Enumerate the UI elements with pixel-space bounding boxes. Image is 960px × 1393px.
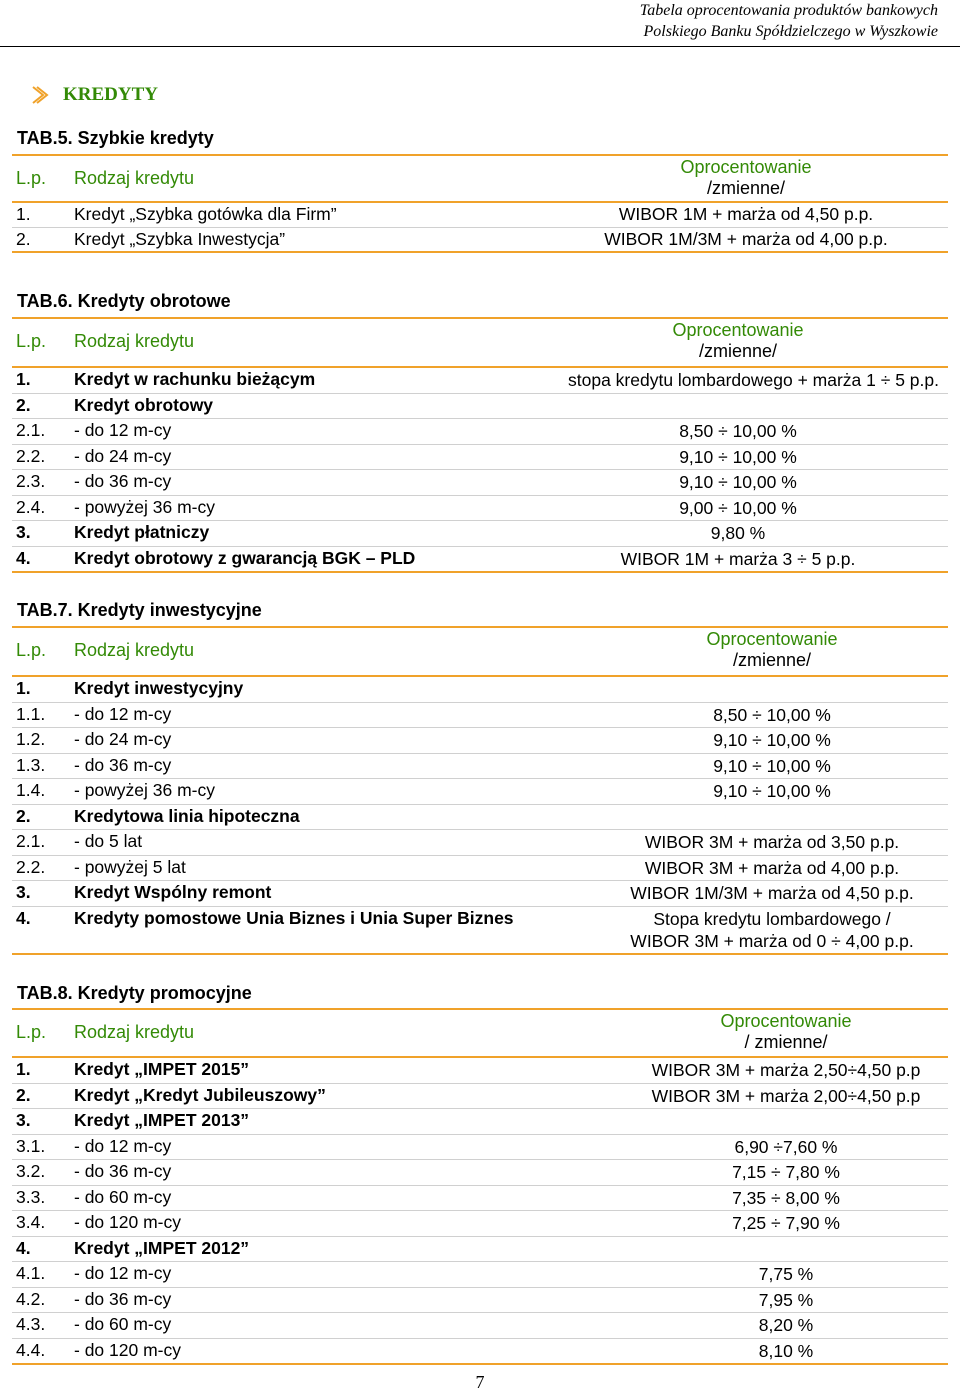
row-name: - powyżej 5 lat	[74, 856, 186, 877]
header-row	[12, 156, 948, 203]
header-rate-sub: /zmienne/	[698, 341, 778, 361]
row-rate-value: 9,80 %	[710, 523, 766, 543]
row-rate-value: WIBOR 1M/3M + marża od 4,00 p.p.	[604, 228, 888, 249]
tab5-title: TAB.5. Szybkie kredyty	[17, 128, 214, 148]
row-lp: 3.2.	[16, 1161, 46, 1181]
header-divider	[0, 46, 960, 47]
row-name: - do 36 m-cy	[74, 471, 172, 491]
table-row	[12, 521, 948, 547]
row-rate-value: Stopa kredytu lombardowego /	[653, 908, 891, 929]
row-rate-value: stopa kredytu lombardowego + marża 1 ÷ 5 p.p.	[568, 370, 939, 390]
header-rate-sub: / zmienne/	[744, 1032, 828, 1052]
row-lp: 4.	[16, 547, 31, 568]
row-rate-value: 7,75 %	[758, 1264, 814, 1284]
row-rate-value: 7,15 ÷ 7,80 %	[732, 1162, 840, 1182]
header-row	[12, 319, 948, 368]
row-lp: 2.	[16, 805, 31, 826]
row-rate-value: 8,10 %	[758, 1340, 814, 1361]
tab7-title: TAB.7. Kredyty inwestycyjne	[17, 600, 262, 620]
row-name: - do 36 m-cy	[74, 1288, 172, 1309]
tab6-table	[12, 317, 948, 573]
header-lp: L.p.	[16, 1022, 47, 1042]
row-name: Kredyt obrotowy	[74, 394, 214, 415]
row-lp: 2.1.	[16, 420, 46, 440]
row-lp: 1.	[16, 678, 31, 698]
table-row	[12, 703, 948, 729]
row-name: Kredyt „IMPET 2013”	[74, 1110, 250, 1130]
header-row	[12, 1010, 948, 1058]
row-name: - do 12 m-cy	[74, 1263, 172, 1283]
row-rate	[602, 729, 942, 752]
table-row	[12, 1109, 948, 1135]
row-lp: 2.4.	[16, 496, 46, 517]
row-rate	[616, 1314, 956, 1337]
row-rate	[568, 369, 939, 392]
table-row	[12, 445, 948, 471]
row-rate-value: 9,10 ÷ 10,00 %	[713, 730, 831, 750]
row-lp: 2.1.	[16, 831, 46, 851]
document-header	[640, 0, 938, 42]
row-lp: 4.	[16, 907, 31, 928]
row-name: - do 24 m-cy	[74, 729, 172, 749]
row-name: Kredyt „IMPET 2012”	[74, 1237, 250, 1258]
arrow-bullet-icon	[31, 85, 53, 105]
row-name: Kredyt „Szybka gotówka dla Firm”	[74, 204, 337, 224]
row-rate-value: WIBOR 1M/3M + marża od 4,50 p.p.	[630, 883, 914, 903]
row-name: - powyżej 36 m-cy	[74, 496, 216, 517]
table-row	[12, 419, 948, 445]
row-rate	[616, 1212, 956, 1235]
header-rate-title: Oprocentowanie	[672, 320, 804, 340]
row-name: - powyżej 36 m-cy	[74, 780, 216, 800]
table-row	[12, 907, 948, 954]
row-name: Kredyt obrotowy z gwarancją BGK – PLD	[74, 547, 416, 568]
row-rate	[616, 1059, 956, 1082]
table-row	[12, 677, 948, 703]
row-name: - do 12 m-cy	[74, 703, 172, 724]
header-rate-sub: /zmienne/	[732, 650, 812, 670]
header-rate-sub: /zmienne/	[706, 178, 786, 198]
row-rate	[602, 882, 942, 905]
table-row	[12, 779, 948, 805]
row-rate-value: 8,20 %	[758, 1315, 814, 1335]
row-name: - do 12 m-cy	[74, 1135, 172, 1156]
table-row	[12, 1135, 948, 1161]
row-rate	[616, 1289, 956, 1312]
table-row	[12, 228, 948, 252]
row-name: - do 60 m-cy	[74, 1186, 172, 1207]
row-rate-value: 7,95 %	[758, 1289, 814, 1310]
table-row	[12, 1237, 948, 1263]
row-rate-value: 7,35 ÷ 8,00 %	[732, 1187, 840, 1208]
row-rate-value: 9,10 ÷ 10,00 %	[713, 755, 831, 776]
table-row	[12, 1084, 948, 1110]
row-rate	[602, 704, 942, 727]
row-name: Kredyt Wspólny remont	[74, 882, 272, 902]
tab8-title: TAB.8. Kredyty promocyjne	[17, 983, 252, 1003]
row-lp: 4.2.	[16, 1288, 46, 1309]
page-number: 7	[475, 1372, 485, 1392]
table-row	[12, 368, 948, 394]
row-rate	[568, 548, 908, 571]
header-rate	[588, 320, 888, 362]
header-lp: L.p.	[16, 640, 47, 660]
row-rate	[568, 471, 908, 494]
row-rate-value: WIBOR 3M + marża 2,50÷4,50 p.p	[651, 1060, 921, 1080]
table-row	[12, 881, 948, 907]
row-lp: 2.	[16, 1084, 31, 1105]
table-row	[12, 1339, 948, 1364]
row-rate	[616, 1161, 956, 1184]
row-rate-value: WIBOR 1M + marża od 4,50 p.p.	[618, 204, 874, 224]
tab6-title: TAB.6. Kredyty obrotowe	[17, 291, 231, 311]
table-row	[12, 1186, 948, 1212]
row-rate	[576, 204, 916, 226]
row-rate	[568, 522, 908, 545]
table-row	[12, 856, 948, 882]
header-lp: L.p.	[16, 331, 47, 351]
row-name: - do 60 m-cy	[74, 1314, 172, 1334]
row-rate-value: WIBOR 3M + marża od 3,50 p.p.	[644, 832, 900, 852]
row-lp: 3.	[16, 1110, 31, 1130]
table-row	[12, 1160, 948, 1186]
table-row	[12, 1288, 948, 1314]
row-lp: 2.3.	[16, 471, 46, 491]
row-lp: 3.4.	[16, 1212, 46, 1232]
row-name: - do 36 m-cy	[74, 754, 172, 775]
header-name: Rodzaj kredytu	[74, 331, 195, 351]
row-name: Kredyt „IMPET 2015”	[74, 1059, 250, 1079]
row-name: Kredytowa linia hipoteczna	[74, 805, 300, 826]
row-name: Kredyt „Kredyt Jubileuszowy”	[74, 1084, 326, 1105]
row-name: - do 5 lat	[74, 831, 143, 851]
row-lp: 4.	[16, 1237, 31, 1258]
row-rate-value: 9,00 ÷ 10,00 %	[679, 497, 797, 518]
row-rate-value: 8,50 ÷ 10,00 %	[679, 421, 797, 441]
row-lp: 1.3.	[16, 754, 46, 775]
header-rate	[622, 629, 922, 671]
row-rate-value: WIBOR 1M + marża 3 ÷ 5 p.p.	[620, 548, 856, 569]
row-name: Kredyt płatniczy	[74, 522, 210, 542]
table-row	[12, 805, 948, 831]
row-lp: 1.	[16, 1059, 31, 1079]
table-row	[12, 496, 948, 522]
table-row	[12, 1058, 948, 1084]
row-lp: 1.	[16, 369, 31, 389]
row-rate	[616, 1187, 956, 1210]
header-name: Rodzaj kredytu	[74, 640, 195, 660]
row-lp: 3.1.	[16, 1135, 46, 1156]
row-rate	[602, 831, 942, 854]
section-title: KREDYTY	[63, 84, 159, 105]
row-rate-value: 7,25 ÷ 7,90 %	[732, 1213, 840, 1233]
row-rate	[602, 857, 942, 880]
table-row	[12, 830, 948, 856]
row-lp: 3.	[16, 522, 31, 542]
header-rate	[596, 157, 896, 199]
table-row	[12, 394, 948, 420]
table-row	[12, 1211, 948, 1237]
row-rate-value: WIBOR 3M + marża od 4,00 p.p.	[644, 857, 900, 878]
row-lp: 1.2.	[16, 729, 46, 749]
row-name: Kredyt inwestycyjny	[74, 678, 244, 698]
row-rate	[568, 497, 908, 520]
tab7-table	[12, 626, 948, 955]
tab8-table	[12, 1008, 948, 1365]
table-row	[12, 547, 948, 572]
row-lp: 3.	[16, 882, 31, 902]
section-heading	[31, 84, 158, 106]
header-line-1: Tabela oprocentowania produktów bankowych	[639, 2, 938, 19]
row-rate	[568, 420, 908, 443]
header-rate-title: Oprocentowanie	[680, 157, 812, 177]
row-rate	[616, 1085, 956, 1108]
header-rate-title: Oprocentowanie	[720, 1011, 852, 1031]
table-row	[12, 728, 948, 754]
row-lp: 2.2.	[16, 856, 46, 877]
row-lp: 4.1.	[16, 1263, 46, 1283]
table-row	[12, 470, 948, 496]
row-name: - do 36 m-cy	[74, 1161, 172, 1181]
row-lp: 1.4.	[16, 780, 46, 800]
header-name: Rodzaj kredytu	[74, 1022, 195, 1042]
row-name: Kredyty pomostowe Unia Biznes i Unia Super Biznes	[74, 907, 514, 928]
row-rate-value: 9,10 ÷ 10,00 %	[679, 472, 797, 492]
row-name: - do 120 m-cy	[74, 1212, 181, 1232]
row-name: - do 12 m-cy	[74, 420, 172, 440]
header-rate	[636, 1011, 936, 1053]
row-lp: 4.3.	[16, 1314, 46, 1334]
row-rate	[602, 908, 942, 953]
row-name: - do 24 m-cy	[74, 445, 172, 466]
header-name: Rodzaj kredytu	[74, 168, 195, 188]
header-rate-title: Oprocentowanie	[706, 629, 838, 649]
row-rate	[616, 1340, 956, 1363]
row-rate-value: 9,10 ÷ 10,00 %	[679, 446, 797, 467]
row-lp: 2.	[16, 394, 31, 415]
row-lp: 4.4.	[16, 1339, 46, 1360]
row-rate	[576, 229, 916, 251]
tab5-table	[12, 154, 948, 253]
row-rate	[568, 446, 908, 469]
table-row	[12, 1262, 948, 1288]
row-lp: 1.1.	[16, 703, 46, 724]
row-rate-value: 9,10 ÷ 10,00 %	[713, 781, 831, 801]
table-row	[12, 754, 948, 780]
row-rate	[616, 1136, 956, 1159]
row-rate-value: 6,90 ÷7,60 %	[734, 1136, 838, 1157]
header-lp: L.p.	[16, 168, 47, 188]
row-rate-value: 8,50 ÷ 10,00 %	[713, 704, 831, 725]
row-lp: 3.3.	[16, 1186, 46, 1207]
header-line-2: Polskiego Banku Spółdzielczego w Wyszkowie	[643, 23, 938, 40]
row-name: Kredyt „Szybka Inwestycja”	[74, 228, 286, 249]
row-rate	[616, 1263, 956, 1286]
row-name: Kredyt w rachunku bieżącym	[74, 369, 316, 389]
row-lp: 1.	[16, 204, 31, 224]
row-rate-value: WIBOR 3M + marża 2,00÷4,50 p.p	[651, 1085, 921, 1106]
row-rate-value-2: WIBOR 3M + marża od 0 ÷ 4,00 p.p.	[630, 931, 914, 951]
table-row	[12, 1313, 948, 1339]
row-name: - do 120 m-cy	[74, 1339, 181, 1360]
row-lp: 2.	[16, 228, 31, 249]
row-rate	[602, 755, 942, 778]
table-row	[12, 203, 948, 228]
row-lp: 2.2.	[16, 445, 46, 466]
header-row	[12, 628, 948, 677]
row-rate	[602, 780, 942, 803]
